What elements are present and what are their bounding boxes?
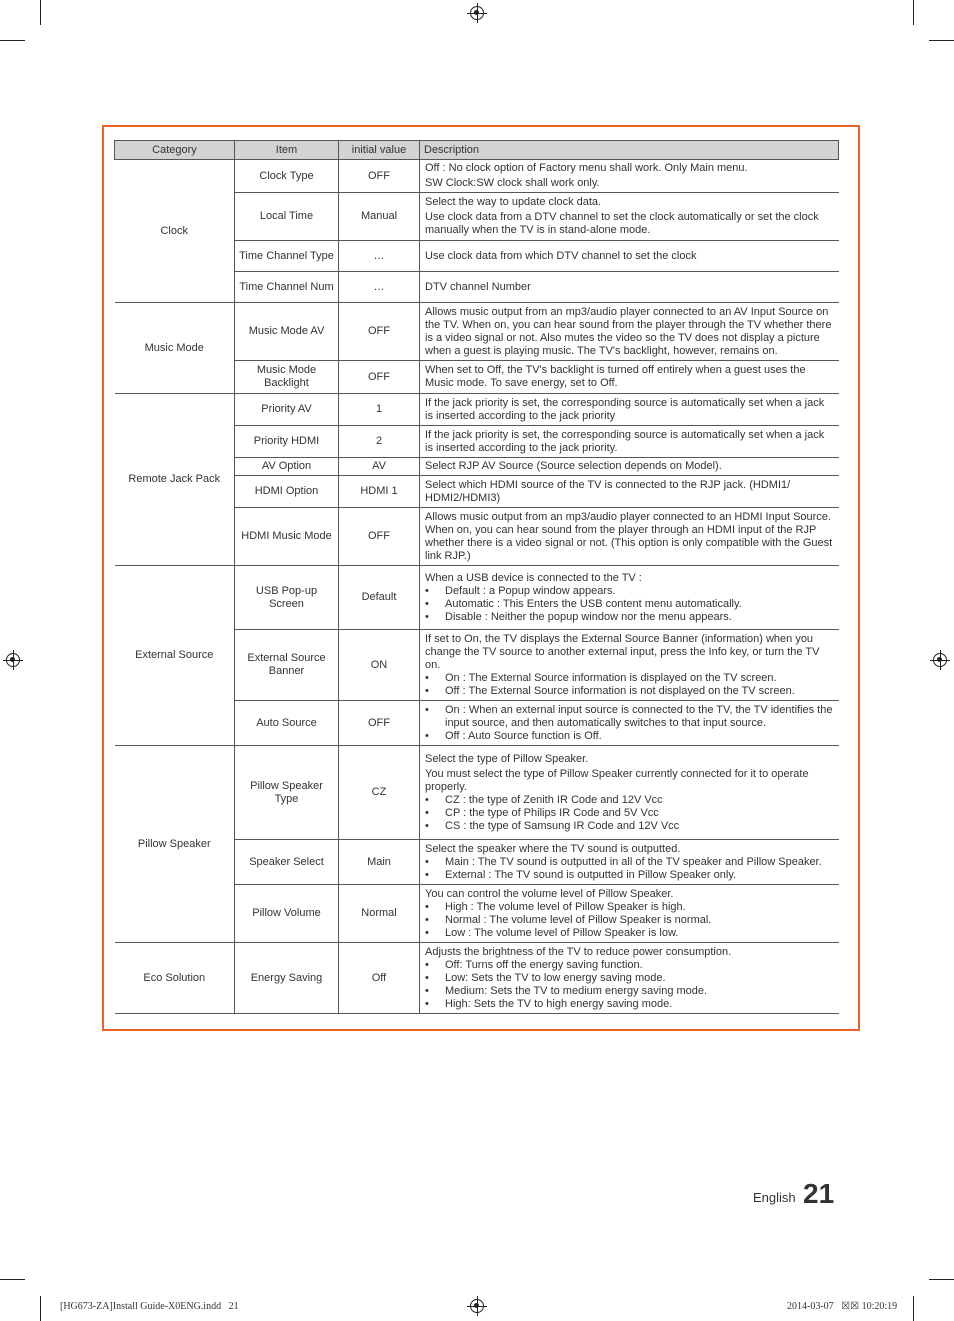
table-row (115, 303, 839, 361)
description-line: Select RJP AV Source (Source selection depends on Model). (425, 460, 722, 472)
settings-table (114, 140, 839, 1014)
description-line: Select the way to update clock data. (425, 196, 602, 208)
bullet-item: • Automatic : This Enters the USB content menu automatically. (425, 598, 834, 611)
initial-value-cell: OFF (339, 160, 420, 193)
page-language: English (753, 1190, 796, 1205)
item-cell: HDMI Music Mode (235, 508, 339, 566)
page-number: 21 (803, 1178, 835, 1209)
item-cell: Priority AV (235, 394, 339, 426)
bullet-item: • CS : the type of Samsung IR Code and 12V Vcc (425, 820, 834, 833)
bullet-item: • Low : The volume level of Pillow Speaker is low. (425, 927, 834, 940)
description-line: Select the speaker where the TV sound is outputted. (425, 842, 681, 855)
initial-value-cell: … (339, 241, 420, 272)
item-cell: Speaker Select (235, 840, 339, 885)
initial-value-cell: OFF (339, 508, 420, 566)
description-cell (420, 508, 839, 566)
bullet-item: • Low: Sets the TV to low energy saving mode. (425, 972, 834, 985)
bullet-list (425, 704, 834, 743)
description-cell (420, 426, 839, 458)
initial-value-cell: 2 (339, 426, 420, 458)
description-cell (420, 241, 839, 272)
description-cell (420, 566, 839, 630)
item-cell: HDMI Option (235, 476, 339, 508)
initial-value-cell: 1 (339, 394, 420, 426)
bullet-list (425, 585, 834, 624)
slug-timestamp: 2014-03-07 ☒☒ 10:20:19 (787, 1301, 898, 1312)
bullet-item: • Off : Auto Source function is Off. (425, 730, 834, 743)
table-row (115, 394, 839, 426)
initial-value-cell: OFF (339, 303, 420, 361)
bullet-list (425, 672, 834, 698)
initial-value-cell: CZ (339, 746, 420, 840)
initial-value-cell: Main (339, 840, 420, 885)
bullet-item: • On : The External Source information is displayed on the TV screen. (425, 672, 834, 685)
slug-file: [HG673-ZA]Install Guide-X0ENG.indd 21 (60, 1301, 239, 1312)
description-line: If set to On, the TV displays the External Source Banner (information) when you change the TV source to another external input, press the Info key, or turn the TV on. (425, 632, 820, 671)
item-cell: Time Channel Type (235, 241, 339, 272)
crop-mark (913, 1296, 914, 1321)
description-line: DTV channel Number (425, 280, 531, 293)
item-cell: Pillow Speaker Type (235, 746, 339, 840)
item-cell: External Source Banner (235, 630, 339, 701)
bullet-item: • CP : the type of Philips IR Code and 5V Vcc (425, 807, 834, 820)
description-line: SW Clock:SW clock shall work only. (425, 177, 600, 189)
initial-value-cell: Default (339, 566, 420, 630)
category-cell: Remote Jack Pack (115, 394, 235, 566)
bullet-item: • Normal : The volume level of Pillow Speaker is normal. (425, 914, 834, 927)
description-line: Use clock data from which DTV channel to set the clock (425, 249, 697, 262)
header-description: Description (420, 141, 839, 160)
registration-mark-icon (470, 1299, 484, 1313)
initial-value-cell: HDMI 1 (339, 476, 420, 508)
bullet-item: • Off : The External Source information is not displayed on the TV screen. (425, 685, 834, 698)
description-line: Select which HDMI source of the TV is connected to the RJP jack. (HDMI1/ HDMI2/HDMI3) (425, 478, 791, 504)
initial-value-cell: AV (339, 458, 420, 476)
description-cell (420, 303, 839, 361)
initial-value-cell: Normal (339, 885, 420, 943)
crop-mark (929, 40, 954, 41)
bullet-list (425, 856, 834, 882)
item-cell: Pillow Volume (235, 885, 339, 943)
header-initial-value: initial value (339, 141, 420, 160)
description-line: Allows music output from an mp3/audio player connected to an HDMI Input Source. When on, you can hear sound from the player through an HDMI input of the RJP whether there is a video signal or not. (This option is only compatible with the Guest link RJP.) (425, 510, 833, 562)
table-header-row (115, 141, 839, 160)
initial-value-cell: … (339, 272, 420, 303)
description-line: Allows music output from an mp3/audio player connected to an AV Input Source on the TV. When on, you can hear sound from the player through the TV whether there is a video signal or not. Also mutes the video so the TV does not display a picture when a guest is playing music. The TV's backlight, however, remains on. (425, 305, 832, 357)
description-line: Adjusts the brightness of the TV to reduce power consumption. (425, 945, 732, 958)
bullet-item: • CZ : the type of Zenith IR Code and 12V Vcc (425, 794, 834, 807)
category-cell: External Source (115, 566, 235, 746)
crop-mark (40, 1296, 41, 1321)
initial-value-cell: OFF (339, 701, 420, 746)
description-cell (420, 943, 839, 1014)
description-cell (420, 272, 839, 303)
item-cell: Energy Saving (235, 943, 339, 1014)
header-category: Category (115, 141, 235, 160)
bullet-item: • External : The TV sound is outputted in Pillow Speaker only. (425, 869, 834, 882)
description-cell (420, 746, 839, 840)
description-cell (420, 193, 839, 241)
table-row (115, 746, 839, 840)
item-cell: Music Mode AV (235, 303, 339, 361)
crop-mark (0, 40, 25, 41)
item-cell: AV Option (235, 458, 339, 476)
initial-value-cell: Manual (339, 193, 420, 241)
bullet-item: • Medium: Sets the TV to medium energy saving mode. (425, 985, 834, 998)
crop-mark (0, 1279, 25, 1280)
initial-value-cell: OFF (339, 361, 420, 394)
description-line: Off : No clock option of Factory menu shall work. Only Main menu. (425, 162, 748, 174)
category-cell: Pillow Speaker (115, 746, 235, 943)
description-line: You can control the volume level of Pillow Speaker. (425, 887, 674, 900)
item-cell: Priority HDMI (235, 426, 339, 458)
initial-value-cell: ON (339, 630, 420, 701)
description-line: You must select the type of Pillow Speaker currently connected for it to operate properly. (425, 767, 809, 793)
description-cell (420, 394, 839, 426)
crop-mark (913, 0, 914, 25)
item-cell: Clock Type (235, 160, 339, 193)
item-cell: Music Mode Backlight (235, 361, 339, 394)
description-cell (420, 476, 839, 508)
bullet-list (425, 794, 834, 833)
description-cell (420, 630, 839, 701)
table-body (115, 160, 839, 1014)
registration-mark-icon (933, 653, 947, 667)
table-row (115, 566, 839, 630)
bullet-item: • Main : The TV sound is outputted in all of the TV speaker and Pillow Speaker. (425, 856, 834, 869)
item-cell: Local Time (235, 193, 339, 241)
bullet-item: • On : When an external input source is connected to the TV, the TV identifies the input source, and then automatically switches to that input source. (425, 704, 834, 730)
item-cell: USB Pop-up Screen (235, 566, 339, 630)
category-cell: Eco Solution (115, 943, 235, 1014)
registration-mark-icon (6, 653, 20, 667)
category-cell: Clock (115, 160, 235, 303)
registration-mark-icon (470, 6, 484, 20)
description-line: If the jack priority is set, the corresponding source is automatically set when a jack is inserted according to the jack priority (425, 396, 825, 422)
description-cell (420, 701, 839, 746)
category-cell: Music Mode (115, 303, 235, 394)
bullet-list (425, 901, 834, 940)
bullet-item: • High : The volume level of Pillow Speaker is high. (425, 901, 834, 914)
table-row (115, 160, 839, 193)
item-cell: Auto Source (235, 701, 339, 746)
description-line: Use clock data from a DTV channel to set the clock automatically or set the clock manually when the TV is in stand-alone mode. (425, 211, 819, 236)
description-line: When a USB device is connected to the TV : (425, 571, 642, 584)
bullet-item: • High: Sets the TV to high energy saving mode. (425, 998, 834, 1011)
description-cell (420, 840, 839, 885)
description-cell (420, 885, 839, 943)
initial-value-cell: Off (339, 943, 420, 1014)
description-cell (420, 160, 839, 193)
description-cell (420, 361, 839, 394)
bullet-list (425, 959, 834, 1011)
bullet-item: • Default : a Popup window appears. (425, 585, 834, 598)
item-cell: Time Channel Num (235, 272, 339, 303)
crop-mark (929, 1279, 954, 1280)
description-cell (420, 458, 839, 476)
bullet-item: • Disable : Neither the popup window nor the menu appears. (425, 611, 834, 624)
bullet-item: • Off: Turns off the energy saving function. (425, 959, 834, 972)
header-item: Item (235, 141, 339, 160)
description-line: If the jack priority is set, the corresponding source is automatically set when a jack is inserted according to the jack priority. (425, 428, 825, 454)
description-line: When set to Off, the TV's backlight is turned off entirely when a guest uses the Music mode. To save energy, set to Off. (425, 364, 806, 389)
table-row (115, 943, 839, 1014)
description-line: Select the type of Pillow Speaker. (425, 752, 589, 765)
crop-mark (40, 0, 41, 25)
